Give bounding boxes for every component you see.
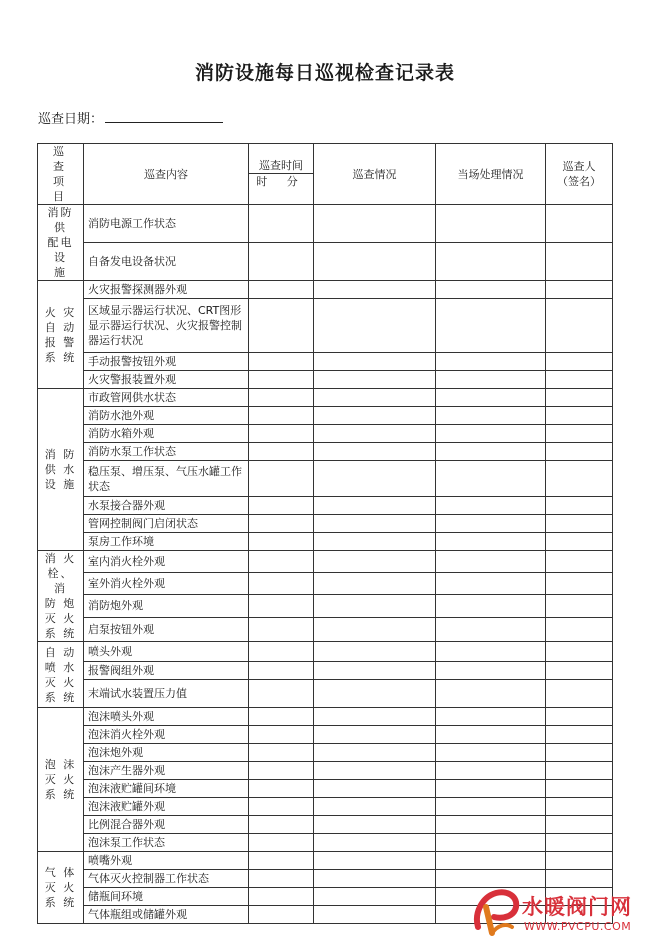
handling-cell[interactable] <box>436 870 546 888</box>
table-row <box>38 762 613 780</box>
handling-cell[interactable] <box>436 407 546 425</box>
handling-cell[interactable] <box>436 780 546 798</box>
situation-cell[interactable] <box>314 744 436 762</box>
handling-cell[interactable] <box>436 744 546 762</box>
handling-cell[interactable] <box>436 281 546 299</box>
header-time-sub: 时 分 <box>256 175 306 188</box>
inspection-item: 泡沫炮外观 <box>84 744 249 762</box>
watermark-logo-icon <box>472 887 520 939</box>
inspection-item: 储瓶间环境 <box>84 888 249 906</box>
situation-cell[interactable] <box>314 662 436 680</box>
time-cell[interactable] <box>249 551 314 573</box>
inspector-cell[interactable] <box>546 852 613 870</box>
time-cell[interactable] <box>249 299 314 353</box>
inspection-item: 泡沫液贮罐外观 <box>84 798 249 816</box>
inspection-item: 消防水池外观 <box>84 407 249 425</box>
inspector-cell[interactable] <box>546 497 613 515</box>
inspection-item: 室内消火栓外观 <box>84 551 249 573</box>
situation-cell[interactable] <box>314 461 436 497</box>
table-row <box>38 243 613 281</box>
table-row <box>38 371 613 389</box>
inspection-item: 泡沫产生器外观 <box>84 762 249 780</box>
category-cell: 泡 沫 灭 火 系 统 <box>38 708 84 852</box>
inspector-cell[interactable] <box>546 780 613 798</box>
situation-cell[interactable] <box>314 533 436 551</box>
handling-cell[interactable] <box>436 762 546 780</box>
inspection-item: 喷嘴外观 <box>84 852 249 870</box>
table-row <box>38 798 613 816</box>
inspector-cell[interactable] <box>546 834 613 852</box>
table-row <box>38 852 613 870</box>
inspector-cell[interactable] <box>546 205 613 243</box>
watermark <box>472 887 644 945</box>
inspector-cell[interactable] <box>546 533 613 551</box>
time-cell[interactable] <box>249 816 314 834</box>
inspection-item: 室外消火栓外观 <box>84 573 249 595</box>
time-cell[interactable] <box>249 353 314 371</box>
inspection-item: 自备发电设备状况 <box>84 243 249 281</box>
situation-cell[interactable] <box>314 780 436 798</box>
inspection-item: 报警阀组外观 <box>84 662 249 680</box>
inspector-cell[interactable] <box>546 595 613 617</box>
time-cell[interactable] <box>249 281 314 299</box>
handling-cell[interactable] <box>436 573 546 595</box>
inspection-item: 泡沫液贮罐间环境 <box>84 780 249 798</box>
inspector-cell[interactable] <box>546 243 613 281</box>
inspection-item: 泡沫喷头外观 <box>84 708 249 726</box>
table-row <box>38 780 613 798</box>
situation-cell[interactable] <box>314 515 436 533</box>
inspection-item: 市政管网供水状态 <box>84 389 249 407</box>
time-cell[interactable] <box>249 497 314 515</box>
time-cell[interactable] <box>249 642 314 662</box>
situation-cell[interactable] <box>314 389 436 407</box>
table-row <box>38 816 613 834</box>
handling-cell[interactable] <box>436 497 546 515</box>
time-cell[interactable] <box>249 205 314 243</box>
table-row <box>38 726 613 744</box>
time-cell[interactable] <box>249 243 314 281</box>
table-row <box>38 617 613 641</box>
table-row <box>38 389 613 407</box>
time-cell[interactable] <box>249 443 314 461</box>
header-time-label: 巡查时间 <box>249 158 313 174</box>
situation-cell[interactable] <box>314 888 436 906</box>
inspection-item: 稳压泵、增压泵、气压水罐工作状态 <box>84 461 249 497</box>
time-cell[interactable] <box>249 389 314 407</box>
inspection-item: 消防水箱外观 <box>84 425 249 443</box>
handling-cell[interactable] <box>436 726 546 744</box>
inspection-item: 气体瓶组或储罐外观 <box>84 906 249 924</box>
table-row <box>38 205 613 243</box>
inspection-item: 比例混合器外观 <box>84 816 249 834</box>
situation-cell[interactable] <box>314 425 436 443</box>
table-row <box>38 680 613 708</box>
handling-cell[interactable] <box>436 515 546 533</box>
situation-cell[interactable] <box>314 407 436 425</box>
inspection-item: 手动报警按钮外观 <box>84 353 249 371</box>
table-row <box>38 595 613 617</box>
inspection-item: 泡沫消火栓外观 <box>84 726 249 744</box>
situation-cell[interactable] <box>314 353 436 371</box>
handling-cell[interactable] <box>436 443 546 461</box>
inspector-cell[interactable] <box>546 389 613 407</box>
page-title: 消防设施每日巡视检查记录表 <box>194 62 455 84</box>
inspection-item: 末端试水装置压力值 <box>84 680 249 708</box>
inspection-table <box>37 143 613 924</box>
situation-cell[interactable] <box>314 726 436 744</box>
inspection-item: 火灾报警探测器外观 <box>84 281 249 299</box>
inspection-date-field[interactable] <box>105 108 223 123</box>
table-row <box>38 407 613 425</box>
handling-cell[interactable] <box>436 299 546 353</box>
handling-cell[interactable] <box>436 852 546 870</box>
header-inspector: 巡查人 （签名） <box>546 144 613 205</box>
table-row <box>38 515 613 533</box>
category-cell: 气 体 灭 火 系 统 <box>38 852 84 924</box>
header-project: 巡 查 项 目 <box>38 144 84 205</box>
time-cell[interactable] <box>249 708 314 726</box>
table-row <box>38 870 613 888</box>
situation-cell[interactable] <box>314 680 436 708</box>
situation-cell[interactable] <box>314 573 436 595</box>
situation-cell[interactable] <box>314 834 436 852</box>
inspection-item: 区域显示器运行状况、CRT图形显示器运行状况、火灾报警控制器运行状况 <box>84 299 249 353</box>
handling-cell[interactable] <box>436 642 546 662</box>
inspector-cell[interactable] <box>546 870 613 888</box>
inspector-cell[interactable] <box>546 551 613 573</box>
time-cell[interactable] <box>249 573 314 595</box>
handling-cell[interactable] <box>436 798 546 816</box>
situation-cell[interactable] <box>314 906 436 924</box>
inspector-cell[interactable] <box>546 816 613 834</box>
time-cell[interactable] <box>249 533 314 551</box>
inspection-item: 管网控制阀门启闭状态 <box>84 515 249 533</box>
category-cell: 自 动 喷 水 灭 火 系 统 <box>38 642 84 708</box>
inspection-item: 火灾警报装置外观 <box>84 371 249 389</box>
situation-cell[interactable] <box>314 617 436 641</box>
situation-cell[interactable] <box>314 762 436 780</box>
table-row <box>38 662 613 680</box>
time-cell[interactable] <box>249 906 314 924</box>
time-cell[interactable] <box>249 888 314 906</box>
handling-cell[interactable] <box>436 425 546 443</box>
inspector-cell[interactable] <box>546 371 613 389</box>
inspector-cell[interactable] <box>546 642 613 662</box>
time-cell[interactable] <box>249 617 314 641</box>
table-row <box>38 642 613 662</box>
time-cell[interactable] <box>249 407 314 425</box>
inspector-cell[interactable] <box>546 425 613 443</box>
handling-cell[interactable] <box>436 551 546 573</box>
situation-cell[interactable] <box>314 443 436 461</box>
inspector-cell[interactable] <box>546 726 613 744</box>
watermark-url: WWW.PVCPU.COM <box>524 920 632 933</box>
inspection-item: 喷头外观 <box>84 642 249 662</box>
handling-cell[interactable] <box>436 708 546 726</box>
inspection-item: 消防水泵工作状态 <box>84 443 249 461</box>
category-cell: 消防供 配电设 施 <box>38 205 84 281</box>
inspector-cell[interactable] <box>546 461 613 497</box>
handling-cell[interactable] <box>436 680 546 708</box>
table-row <box>38 299 613 353</box>
handling-cell[interactable] <box>436 533 546 551</box>
handling-cell[interactable] <box>436 353 546 371</box>
handling-cell[interactable] <box>436 243 546 281</box>
table-row <box>38 533 613 551</box>
situation-cell[interactable] <box>314 281 436 299</box>
inspection-item: 启泵按钮外观 <box>84 617 249 641</box>
table-row <box>38 281 613 299</box>
time-cell[interactable] <box>249 515 314 533</box>
inspection-item: 消防电源工作状态 <box>84 205 249 243</box>
situation-cell[interactable] <box>314 852 436 870</box>
header-handling: 当场处理情况 <box>436 144 546 205</box>
inspection-item: 消防炮外观 <box>84 595 249 617</box>
watermark-name: 水暖阀门网 <box>522 895 632 919</box>
handling-cell[interactable] <box>436 461 546 497</box>
inspector-cell[interactable] <box>546 443 613 461</box>
handling-cell[interactable] <box>436 834 546 852</box>
inspector-cell[interactable] <box>546 407 613 425</box>
time-cell[interactable] <box>249 762 314 780</box>
inspector-cell[interactable] <box>546 708 613 726</box>
inspection-item: 泵房工作环境 <box>84 533 249 551</box>
inspector-cell[interactable] <box>546 515 613 533</box>
table-row <box>38 708 613 726</box>
inspector-cell[interactable] <box>546 281 613 299</box>
inspector-cell[interactable] <box>546 353 613 371</box>
time-cell[interactable] <box>249 680 314 708</box>
time-cell[interactable] <box>249 595 314 617</box>
situation-cell[interactable] <box>314 870 436 888</box>
table-row <box>38 425 613 443</box>
time-cell[interactable] <box>249 834 314 852</box>
handling-cell[interactable] <box>436 205 546 243</box>
category-cell: 消 防 供 水 设 施 <box>38 389 84 551</box>
header-time <box>249 144 314 205</box>
time-cell[interactable] <box>249 744 314 762</box>
situation-cell[interactable] <box>314 299 436 353</box>
time-cell[interactable] <box>249 870 314 888</box>
table-row <box>38 443 613 461</box>
situation-cell[interactable] <box>314 243 436 281</box>
table-row <box>38 573 613 595</box>
inspector-cell[interactable] <box>546 744 613 762</box>
time-cell[interactable] <box>249 798 314 816</box>
category-cell: 消 火 栓、消 防 炮 灭 火 系 统 <box>38 551 84 642</box>
table-row <box>38 353 613 371</box>
situation-cell[interactable] <box>314 708 436 726</box>
inspection-date-row <box>38 108 223 127</box>
inspector-cell[interactable] <box>546 798 613 816</box>
handling-cell[interactable] <box>436 371 546 389</box>
category-cell: 火 灾 自 动 报 警 系 统 <box>38 281 84 389</box>
inspector-cell[interactable] <box>546 617 613 641</box>
time-cell[interactable] <box>249 662 314 680</box>
situation-cell[interactable] <box>314 551 436 573</box>
table-row <box>38 744 613 762</box>
situation-cell[interactable] <box>314 816 436 834</box>
situation-cell[interactable] <box>314 642 436 662</box>
inspector-cell[interactable] <box>546 662 613 680</box>
inspector-cell[interactable] <box>546 762 613 780</box>
inspection-item: 水泵接合器外观 <box>84 497 249 515</box>
header-situation: 巡查情况 <box>314 144 436 205</box>
handling-cell[interactable] <box>436 617 546 641</box>
handling-cell[interactable] <box>436 389 546 407</box>
inspector-cell[interactable] <box>546 680 613 708</box>
time-cell[interactable] <box>249 371 314 389</box>
time-cell[interactable] <box>249 780 314 798</box>
time-cell[interactable] <box>249 726 314 744</box>
situation-cell[interactable] <box>314 595 436 617</box>
handling-cell[interactable] <box>436 816 546 834</box>
table-row <box>38 834 613 852</box>
table-row <box>38 551 613 573</box>
situation-cell[interactable] <box>314 798 436 816</box>
inspector-cell[interactable] <box>546 573 613 595</box>
inspection-date-label: 巡查日期： <box>38 112 104 127</box>
inspection-item: 气体灭火控制器工作状态 <box>84 870 249 888</box>
situation-cell[interactable] <box>314 205 436 243</box>
inspector-cell[interactable] <box>546 299 613 353</box>
handling-cell[interactable] <box>436 662 546 680</box>
time-cell[interactable] <box>249 425 314 443</box>
time-cell[interactable] <box>249 852 314 870</box>
situation-cell[interactable] <box>314 371 436 389</box>
header-content: 巡查内容 <box>84 144 249 205</box>
situation-cell[interactable] <box>314 497 436 515</box>
table-row <box>38 461 613 497</box>
table-row <box>38 497 613 515</box>
handling-cell[interactable] <box>436 595 546 617</box>
inspection-item: 泡沫泵工作状态 <box>84 834 249 852</box>
time-cell[interactable] <box>249 461 314 497</box>
